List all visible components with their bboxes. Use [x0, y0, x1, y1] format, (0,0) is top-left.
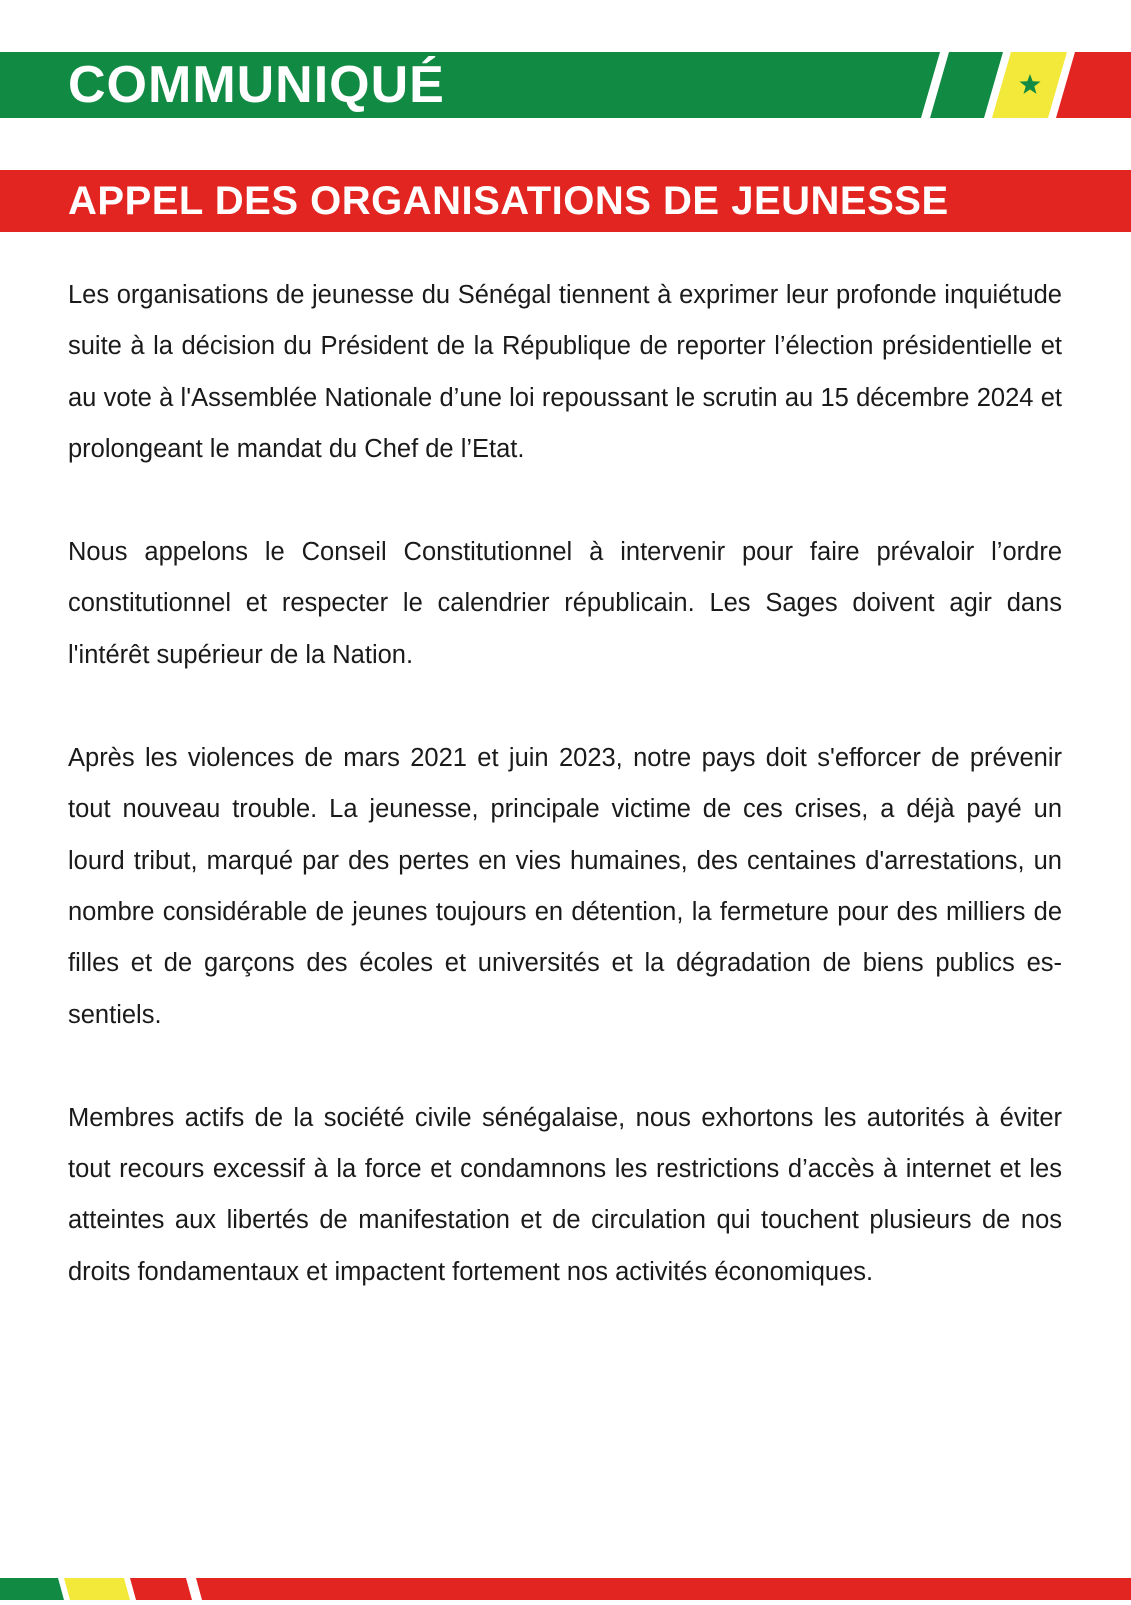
- flag-red-stripe: [1056, 52, 1131, 118]
- paragraph-1: Les organisations de jeunesse du Sénégal tiennent à exprimer leur profonde inquiétude suite à la décision du Président de la République de reporter l’élection présidentielle et au vote à l'Assemblée Nationale d’une loi repoussant le scrutin au 15 décembre 2024 et prolongeant le mandat du Chef de l’Etat.: [68, 281, 1062, 463]
- communique-label: COMMUNIQUÉ: [68, 56, 445, 114]
- flag-green-stripe: [930, 52, 1003, 118]
- footer-yellow-stripe: [64, 1578, 130, 1600]
- document-body: [68, 270, 1062, 1350]
- paragraph-3: Après les violences de mars 2021 et juin 2023, notre pays doit s'efforcer de prévenir tout nouveau trouble. La jeunesse, principale victime de ces crises, a déjà payé un lourd tribut, marqué par des pertes en vies humaines, des centaines d'arrestations, un nombre considérable de jeunes toujours en détention, la fermeture pour des milliers de filles et de garçons des écoles et universités et la dégradation de biens publics essentiels.: [68, 744, 1062, 1029]
- paragraph-4: Membres actifs de la société civile sénégalaise, nous exhortons les autorités à éviter tout recours excessif à la force et condamnons les restrictions d’accès à internet et les atteintes aux libertés de manifestation et de circulation qui touchent plusieurs de nos droits fondamentaux et impactent fortement nos activités économiques.: [68, 1103, 1062, 1286]
- footer-band: [0, 1578, 1131, 1600]
- footer-red-stripe-small: [130, 1578, 192, 1600]
- footer-red-stripe: [196, 1578, 1131, 1600]
- document-title: APPEL DES ORGANISATIONS DE JEUNESSE: [68, 179, 949, 223]
- footer-stripes: [0, 1578, 1131, 1600]
- paragraph-2: Nous appelons le Conseil Constitutionnel à intervenir pour faire prévaloir l’ordre constitutionnel et respecter le calendrier républicain. Les Sages doivent agir dans l'intérêt supérieur de la Nation.: [68, 538, 1062, 669]
- footer-green-stripe: [0, 1578, 64, 1600]
